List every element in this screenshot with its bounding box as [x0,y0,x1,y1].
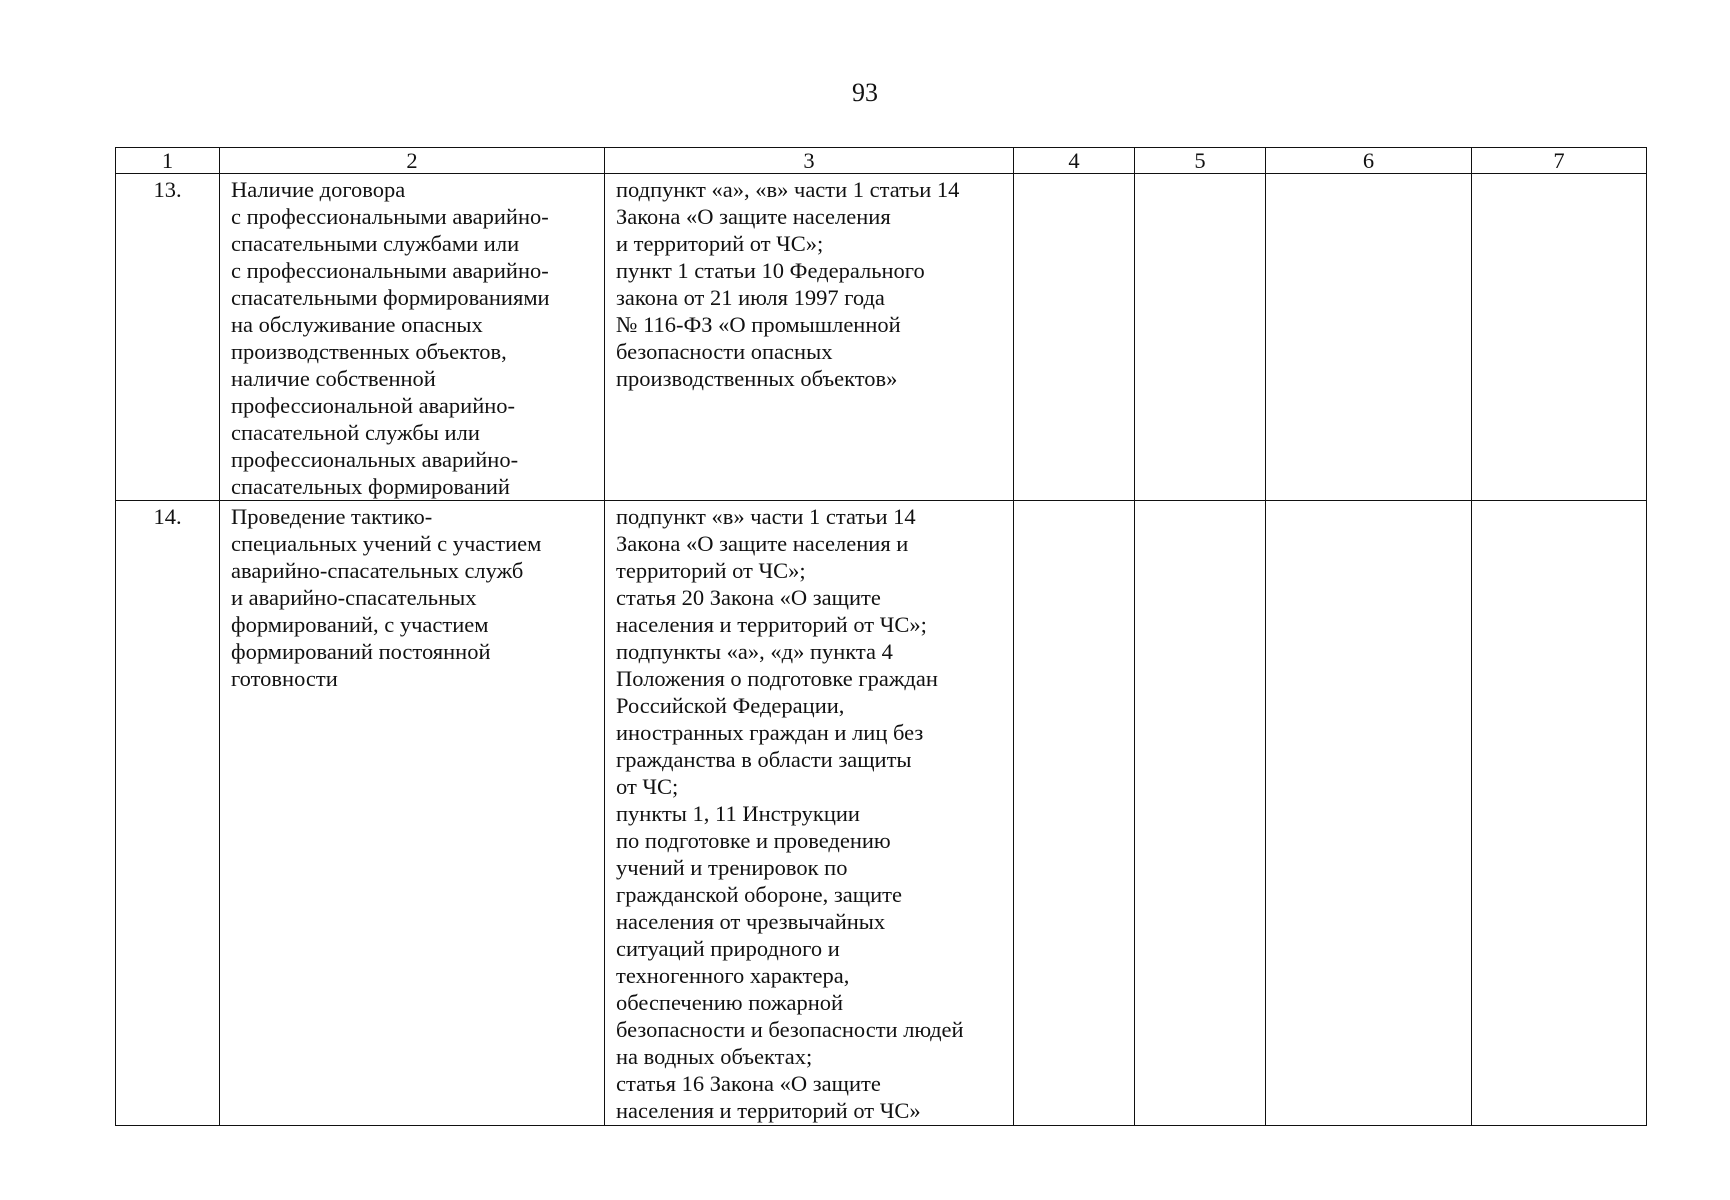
cell-col4 [1014,174,1135,501]
column-header: 3 [605,148,1014,174]
text-line: № 116-ФЗ «О промышленной [616,312,901,337]
cell-col7 [1472,174,1647,501]
text-line: Наличие договора [231,177,406,202]
text-line: Положения о подготовке граждан [616,666,938,691]
references-lines [616,174,1002,392]
text-line: специальных учений с участием [231,531,542,556]
cell-col4 [1014,501,1135,1126]
text-line: закона от 21 июля 1997 года [616,285,885,310]
text-line: спасательных формирований [231,474,510,499]
column-header: 7 [1472,148,1647,174]
text-line: ситуаций природного и [616,936,840,961]
page-number: 93 [852,78,878,107]
text-line: населения и территорий от ЧС» [616,1098,921,1123]
row-number: 14. [116,501,220,1126]
requirement-lines [231,174,593,500]
text-line: профессиональной аварийно- [231,393,516,418]
text-line: населения и территорий от ЧС»; [616,612,927,637]
text-line: безопасности и безопасности людей [616,1017,964,1042]
cell-col7 [1472,501,1647,1126]
text-line: и территорий от ЧС»; [616,231,824,256]
text-line: пункты 1, 11 Инструкции [616,801,860,826]
text-line: статья 20 Закона «О защите [616,585,881,610]
cell-col5 [1135,501,1266,1126]
text-line: готовности [231,666,338,691]
cell-col5 [1135,174,1266,501]
column-header: 6 [1266,148,1472,174]
text-line: Российской Федерации, [616,693,845,718]
text-line: на обслуживание опасных [231,312,483,337]
text-line: Закона «О защите населения [616,204,891,229]
text-line: Проведение тактико- [231,504,433,529]
text-line: с профессиональными аварийно- [231,204,549,229]
text-line: формирований, с участием [231,612,489,637]
text-line: спасательными службами или [231,231,520,256]
text-line: формирований постоянной [231,639,491,664]
cell-col6 [1266,501,1472,1126]
references-cell [605,501,1014,1126]
column-header: 4 [1014,148,1135,174]
text-line: Закона «О защите населения и [616,531,909,556]
table-row [116,174,1647,501]
requirements-table [115,147,1647,1126]
column-header: 5 [1135,148,1266,174]
requirement-cell [220,174,605,501]
references-lines [616,501,1002,1124]
cell-col6 [1266,174,1472,501]
text-line: подпункт «а», «в» части 1 статьи 14 [616,177,960,202]
text-line: и аварийно-спасательных [231,585,477,610]
text-line: безопасности опасных [616,339,833,364]
text-line: пункт 1 статьи 10 Федерального [616,258,925,283]
text-line: учений и тренировок по [616,855,848,880]
table-header-row [116,148,1647,174]
text-line: производственных объектов» [616,366,898,391]
row-number: 13. [116,174,220,501]
text-line: техногенного характера, [616,963,850,988]
text-line: гражданской обороне, защите [616,882,902,907]
text-line: иностранных граждан и лиц без [616,720,924,745]
text-line: спасательными формированиями [231,285,550,310]
references-cell [605,174,1014,501]
column-header: 2 [220,148,605,174]
text-line: статья 16 Закона «О защите [616,1071,881,1096]
text-line: с профессиональными аварийно- [231,258,549,283]
text-line: наличие собственной [231,366,436,391]
text-line: по подготовке и проведению [616,828,891,853]
requirement-lines [231,501,593,692]
text-line: подпункт «в» части 1 статьи 14 [616,504,916,529]
text-line: на водных объектах; [616,1044,813,1069]
requirement-cell [220,501,605,1126]
text-line: обеспечению пожарной [616,990,844,1015]
text-line: населения от чрезвычайных [616,909,886,934]
text-line: профессиональных аварийно- [231,447,519,472]
column-header: 1 [116,148,220,174]
text-line: гражданства в области защиты [616,747,912,772]
text-line: подпункты «а», «д» пункта 4 [616,639,893,664]
text-line: производственных объектов, [231,339,507,364]
text-line: спасательной службы или [231,420,480,445]
text-line: аварийно-спасательных служб [231,558,524,583]
table-row [116,501,1647,1126]
text-line: территорий от ЧС»; [616,558,806,583]
text-line: от ЧС; [616,774,679,799]
